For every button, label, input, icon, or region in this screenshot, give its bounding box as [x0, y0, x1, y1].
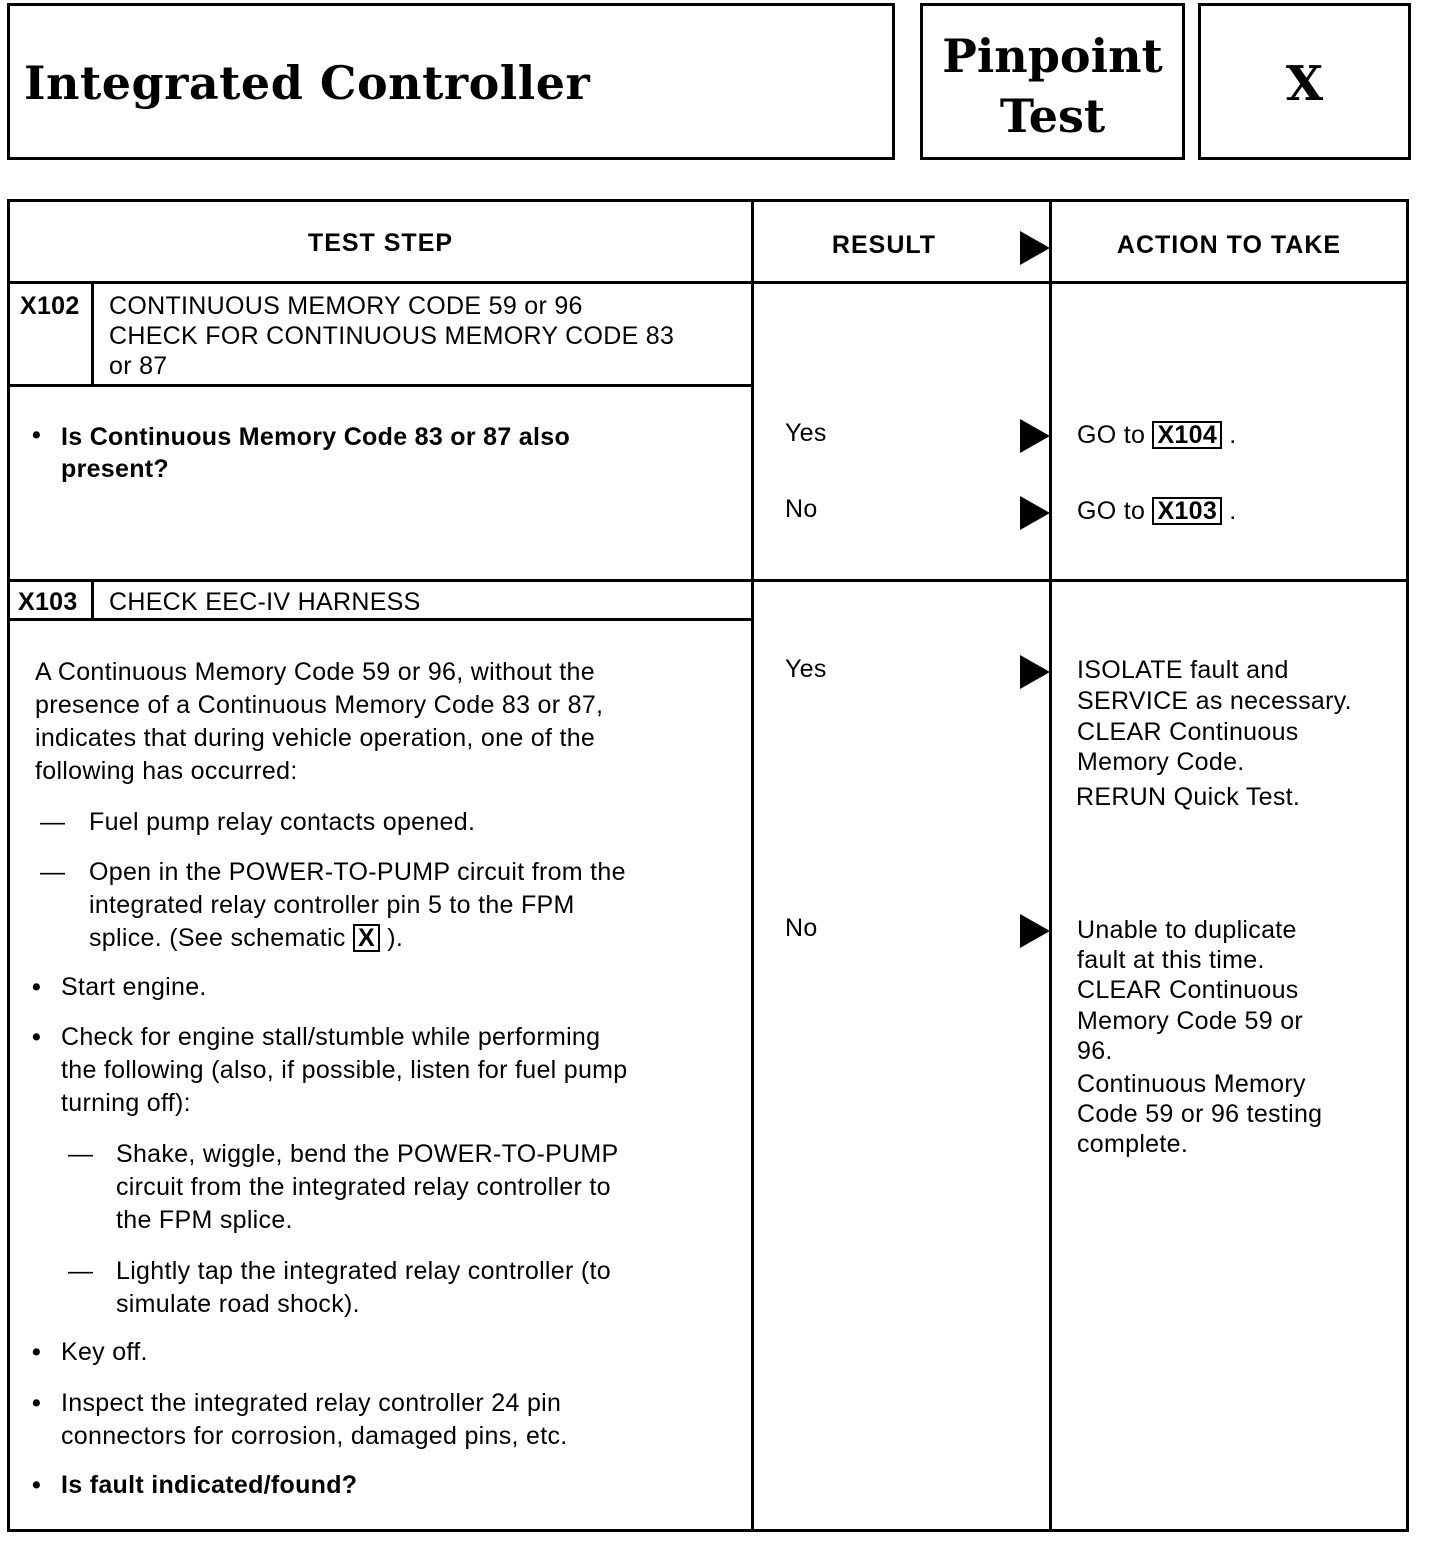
- result-arrow-icon: [1020, 655, 1050, 689]
- list-item: the FPM splice.: [116, 1206, 293, 1234]
- step-title-divider: [10, 384, 754, 387]
- dash-icon: —: [40, 808, 66, 836]
- action-line: fault at this time.: [1077, 946, 1265, 974]
- result-arrow-icon: [1020, 914, 1050, 948]
- list-item: Inspect the integrated relay controller 24 pin: [61, 1389, 562, 1417]
- dash-icon: —: [68, 1257, 94, 1285]
- list-item: Start engine.: [61, 973, 207, 1001]
- action-line: complete.: [1077, 1130, 1189, 1158]
- step-id-divider: [91, 281, 94, 385]
- list-item: Key off.: [61, 1338, 148, 1366]
- action-goto-x103[interactable]: GO to X103 .: [1077, 497, 1237, 525]
- step-question: Is Continuous Memory Code 83 or 87 also: [61, 423, 571, 451]
- action-line: Continuous Memory: [1077, 1070, 1306, 1098]
- list-item: Fuel pump relay contacts opened.: [89, 808, 476, 836]
- result-arrow-icon: [1020, 419, 1050, 453]
- test-letter: X: [1285, 56, 1324, 112]
- column-header-action: ACTION TO TAKE: [1116, 231, 1342, 259]
- step-title-line: CONTINUOUS MEMORY CODE 59 or 96: [109, 292, 583, 320]
- pinpoint-line2: Test: [999, 89, 1106, 143]
- list-item: connectors for corrosion, damaged pins, etc.: [61, 1422, 568, 1450]
- dash-icon: —: [40, 858, 66, 886]
- intro-line: A Continuous Memory Code 59 or 96, without the: [35, 658, 595, 686]
- list-item: Lightly tap the integrated relay controller (to: [116, 1257, 611, 1285]
- header-row-divider: [10, 281, 1406, 284]
- pinpoint-label: [923, 26, 1182, 146]
- action-line: 96.: [1077, 1037, 1113, 1065]
- step-id-divider: [91, 579, 94, 619]
- list-item: circuit from the integrated relay controller to: [116, 1173, 611, 1201]
- step-id: X102: [20, 292, 80, 320]
- action-text: GO to: [1077, 421, 1146, 449]
- step-title-divider: [10, 618, 754, 621]
- bullet-icon: •: [32, 973, 42, 1001]
- list-item: [89, 923, 403, 954]
- column-header-test-step: TEST STEP: [307, 229, 454, 257]
- action-line: SERVICE as necessary.: [1077, 687, 1352, 715]
- result-arrow-icon: [1020, 231, 1050, 265]
- list-item-text: ).: [387, 924, 404, 952]
- bullet-icon: •: [32, 1389, 42, 1417]
- dash-icon: —: [68, 1140, 94, 1168]
- step-title-line: or 87: [109, 352, 168, 380]
- result-no: No: [785, 495, 818, 523]
- action-line: CLEAR Continuous: [1077, 976, 1299, 1004]
- row-divider: [10, 579, 1406, 582]
- bullet-icon: •: [32, 421, 42, 449]
- result-arrow-icon: [1020, 496, 1050, 530]
- pinpoint-line1: Pinpoint: [942, 29, 1163, 83]
- header-pinpoint-box: [920, 3, 1185, 160]
- action-text: GO to: [1077, 497, 1146, 525]
- bullet-icon: •: [32, 1023, 42, 1051]
- list-item: Shake, wiggle, bend the POWER-TO-PUMP: [116, 1140, 619, 1168]
- step-id: X103: [18, 588, 78, 616]
- bullet-icon: •: [32, 1471, 42, 1499]
- test-table: [7, 199, 1409, 1532]
- list-item: Open in the POWER-TO-PUMP circuit from the: [89, 858, 626, 886]
- intro-line: following has occurred:: [35, 757, 298, 785]
- intro-line: indicates that during vehicle operation, one of the: [35, 724, 596, 752]
- action-line: Code 59 or 96 testing: [1077, 1100, 1323, 1128]
- list-item: the following (also, if possible, listen for fuel pump: [61, 1056, 628, 1084]
- page-title: Integrated Controller: [24, 56, 591, 110]
- step-question: Is fault indicated/found?: [61, 1471, 358, 1499]
- list-item: turning off):: [61, 1089, 191, 1117]
- action-line: Unable to duplicate: [1077, 916, 1297, 944]
- step-ref-x103[interactable]: X103: [1152, 497, 1222, 525]
- list-item: integrated relay controller pin 5 to the FPM: [89, 891, 575, 919]
- step-ref-x104[interactable]: X104: [1152, 421, 1222, 449]
- column-divider-result: [751, 202, 754, 1532]
- result-yes: Yes: [785, 655, 827, 683]
- step-title-line: CHECK FOR CONTINUOUS MEMORY CODE 83: [109, 322, 675, 350]
- action-goto-x104[interactable]: GO to X104 .: [1077, 421, 1237, 449]
- step-title: CHECK EEC-IV HARNESS: [109, 588, 421, 616]
- column-divider-action: [1049, 202, 1052, 1532]
- list-item: simulate road shock).: [116, 1290, 360, 1318]
- result-yes: Yes: [785, 419, 827, 447]
- action-line: Memory Code 59 or: [1077, 1007, 1304, 1035]
- action-line: Memory Code.: [1077, 748, 1245, 776]
- header-test-letter-box: [1198, 3, 1411, 160]
- action-line: CLEAR Continuous: [1077, 718, 1299, 746]
- result-no: No: [785, 914, 818, 942]
- bullet-icon: •: [32, 1338, 42, 1366]
- action-line: ISOLATE fault and: [1077, 656, 1289, 684]
- column-header-result: RESULT: [831, 231, 937, 259]
- list-item: Check for engine stall/stumble while performing: [61, 1023, 601, 1051]
- schematic-ref-x[interactable]: X: [353, 924, 380, 952]
- intro-line: presence of a Continuous Memory Code 83 or 87,: [35, 691, 604, 719]
- action-line: RERUN Quick Test.: [1076, 783, 1301, 811]
- step-question: present?: [61, 455, 169, 483]
- header-title-box: [7, 3, 895, 160]
- list-item-text: splice. (See schematic: [89, 924, 346, 952]
